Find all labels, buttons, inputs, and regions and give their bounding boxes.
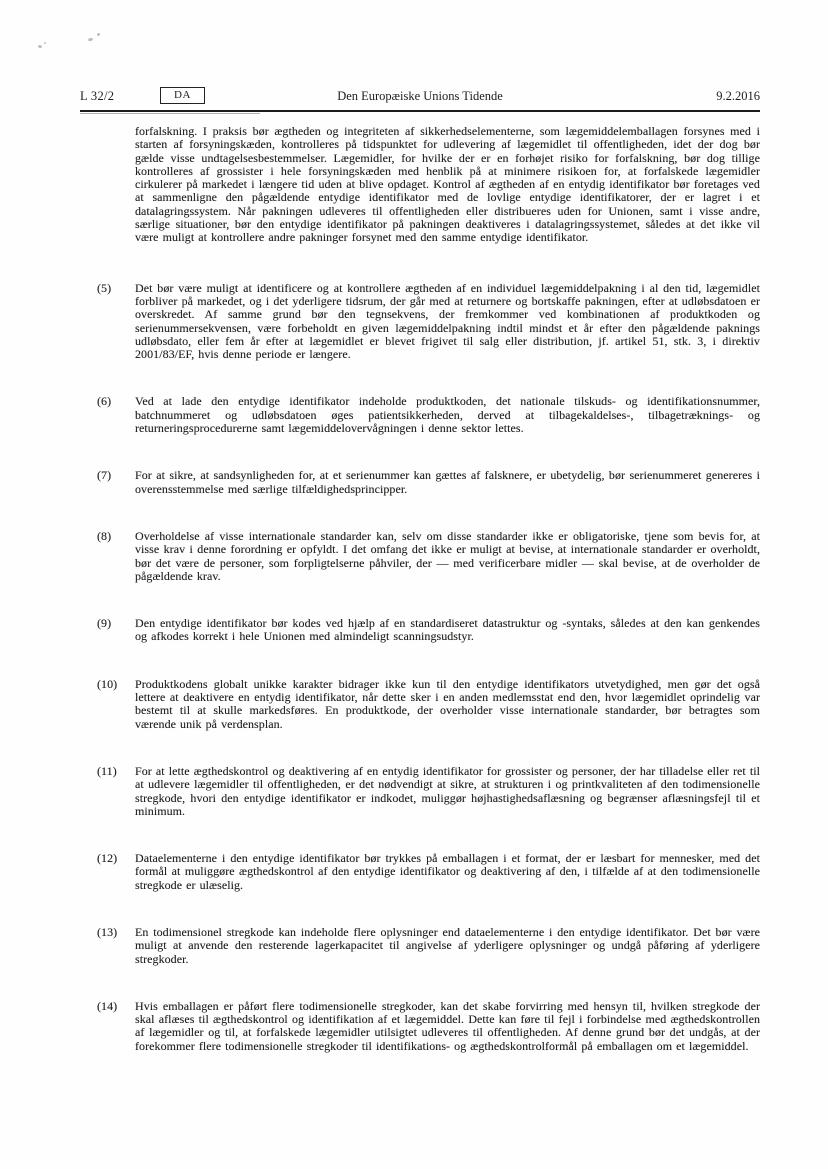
language-code-badge: DA bbox=[160, 87, 205, 104]
recital-6 bbox=[80, 395, 760, 435]
recital-number: (7) bbox=[97, 468, 112, 483]
document-body bbox=[80, 125, 760, 1053]
scan-artifact bbox=[44, 42, 46, 44]
recital-12 bbox=[80, 852, 760, 892]
recital-11 bbox=[80, 765, 760, 818]
recital-number: (8) bbox=[97, 528, 112, 543]
recital-number: (13) bbox=[97, 924, 118, 939]
recital-10 bbox=[80, 678, 760, 731]
recital-8 bbox=[80, 530, 760, 583]
recital-number: (10) bbox=[97, 676, 118, 691]
recital-9 bbox=[80, 617, 760, 644]
recital-13 bbox=[80, 926, 760, 966]
recital-number: (14) bbox=[97, 998, 118, 1013]
recital-text: For at lette ægthedskontrol og deaktivering af en entydig identifikator for grossister og personer, der har tilladelse eller ret til at udlevere lægemidler til offentligheden, er det nødvendigt at sikre, at strukturen i og printkvaliteten af den todimensionelle stregkode, hvori den entydige identifikator er indkodet, muliggør højhastighedsaflæsning og begrænser aflæsningsfejl til et minimum. bbox=[135, 763, 760, 818]
journal-date: 9.2.2016 bbox=[716, 89, 760, 103]
scan-artifact bbox=[38, 44, 43, 48]
recital-text: Overholdelse af visse internationale standarder kan, selv om disse standarder ikke er obligatoriske, tjene som bevis for, at visse krav i denne forordning er opfyldt. I det omfang det ikke er muligt at bevise, at internationale standarder er overholdt, bør det være de personer, som forpligtelserne påhviler, der — med verificerbare midler — skal bevise, at de overholder de pågældende krav. bbox=[135, 528, 760, 583]
recital-number: (9) bbox=[97, 616, 112, 631]
page-reference: L 32/2 bbox=[80, 89, 115, 103]
recital-text: Ved at lade den entydige identifikator indeholde produktkoden, det nationale tilskuds- og identifikationsnummer, batchnummeret og udløbsdatoen øges patientsikkerheden, derved at tilbagekaldelses-, tilbagetræknings- og returneringsprocedurerne samt lægemiddelovervågningen i denne sektor lettes. bbox=[135, 394, 760, 436]
recital-text: Det bør være muligt at identificere og at kontrollere ægtheden af en individuel lægemiddelpakning i al den tid, lægemidlet forbliver på markedet, og i det yderligere tidsrum, der går med at returnere og bortskaffe pakningen, efter at udløbsdatoen er overskredet. Af samme grund bør den tegnsekvens, der fremkommer ved kombinationen af produktkoden og serienummersekvensen, være forbeholdt en given lægemiddelpakning indtil mindst et år efter den pågældende paknings udløbsdato, eller fem år efter at lægemidlet er blevet frigivet til salg eller distribution, jf. artikel 51, stk. 3, i direktiv 2001/83/EF, hvis denne periode er længere. bbox=[135, 280, 760, 362]
scan-artifact bbox=[80, 113, 260, 114]
recital-7 bbox=[80, 469, 760, 496]
scan-artifact bbox=[88, 37, 94, 41]
page-header bbox=[80, 88, 760, 106]
scan-artifact bbox=[97, 33, 100, 36]
recital-text: Produktkodens globalt unikke karakter bidrager ikke kun til den entydige identifikators utvetydighed, men gør det også lettere at deaktivere en entydig identifikator, når dette sker i en anden medlemsstat end den, hvor lægemidlet oprindelig var bestemt til at skulle markedsføres. En produktkode, der overholder visse internationale standarder, bør betragtes som værende unik på verdensplan. bbox=[135, 676, 760, 731]
journal-title: Den Europæiske Unions Tidende bbox=[337, 89, 503, 103]
recital-text: En todimensionel stregkode kan indeholde flere oplysninger end dataelementerne i den entydige identifikator. Det bør være muligt at anvende den resterende lagerkapacitet til angivelse af yderligere oplysninger og undgå påføring af yderligere stregkoder. bbox=[135, 924, 760, 966]
recital-number: (12) bbox=[97, 851, 118, 866]
recital-text: Dataelementerne i den entydige identifikator bør trykkes på emballagen i et format, der er læsbart for mennesker, med det formål at muliggøre ægthedskontrol af den entydige identifikator og deaktivering af den, i tilfælde af at den todimensionelle stregkode er ulæselig. bbox=[135, 851, 760, 892]
recital-number: (6) bbox=[97, 394, 112, 409]
recital-14 bbox=[80, 1000, 760, 1053]
page-content bbox=[80, 88, 760, 1053]
continued-paragraph: forfalskning. I praksis bør ægtheden og integriteten af sikkerhedselementerne, som lægemiddelemballagen forsynes med i starten af forsyningskæden, kontrolleres på tidspunktet for udlevering af lægemidlet til offentligheden, idet der dog bør gælde visse undtagelsesbestemmelser. Lægemidler, for hvilke der er en forhøjet risiko for forfalskning, bør dog tillige kontrolleres af grossister i hele forsyningskæden med henblik på at minimere risikoen for, at forfalskede lægemidler cirkulerer på markedet i længere tid uden at blive opdaget. Kontrol af ægtheden af en entydig identifikator bør foretages ved at sammenligne den pågældende entydige identifikator med de lovlige entydige identifikatorer, der er lagret i et datalagringssystem. Når pakningen udleveres til offentligheden eller distribueres uden for Unionen, samt i visse andre, særlige situationer, bør den entydige identifikator på pakningen deaktiveres i datalagringssystemet, således at det ikke vil være muligt at kontrollere andre pakninger forsynet med den samme entydige identifikator. bbox=[135, 124, 760, 245]
recital-5 bbox=[80, 282, 760, 362]
recital-text: For at sikre, at sandsynligheden for, at et serienummer kan gættes af falsknere, er ubetydelig, bør serienummeret genereres i overensstemmelse med særlige tilfældighedsprincipper. bbox=[135, 468, 760, 496]
recital-number: (5) bbox=[97, 280, 112, 295]
recital-number: (11) bbox=[97, 763, 117, 778]
recital-text: Den entydige identifikator bør kodes ved hjælp af en standardiseret datastruktur og -syntaks, således at den kan genkendes og afkodes korrekt i hele Unionen med almindeligt scanningsudstyr. bbox=[135, 616, 760, 644]
header-divider bbox=[80, 110, 760, 112]
recital-text: Hvis emballagen er påført flere todimensionelle stregkoder, kan det skabe forvirring med hensyn til, hvilken stregkode der skal aflæses til ægthedskontrol og identifikation af et lægemiddel. Dette kan føre til fejl i forbindelse med ægthedskontrollen af lægemidler og til, at forfalskede lægemidler utilsigtet udleveres til offentligheden. Af denne grund bør det undgås, at der forekommer flere todimensionelle stregkoder til identifikations- og ægthedskontrolformål på emballagen om et lægemiddel. bbox=[135, 998, 760, 1053]
